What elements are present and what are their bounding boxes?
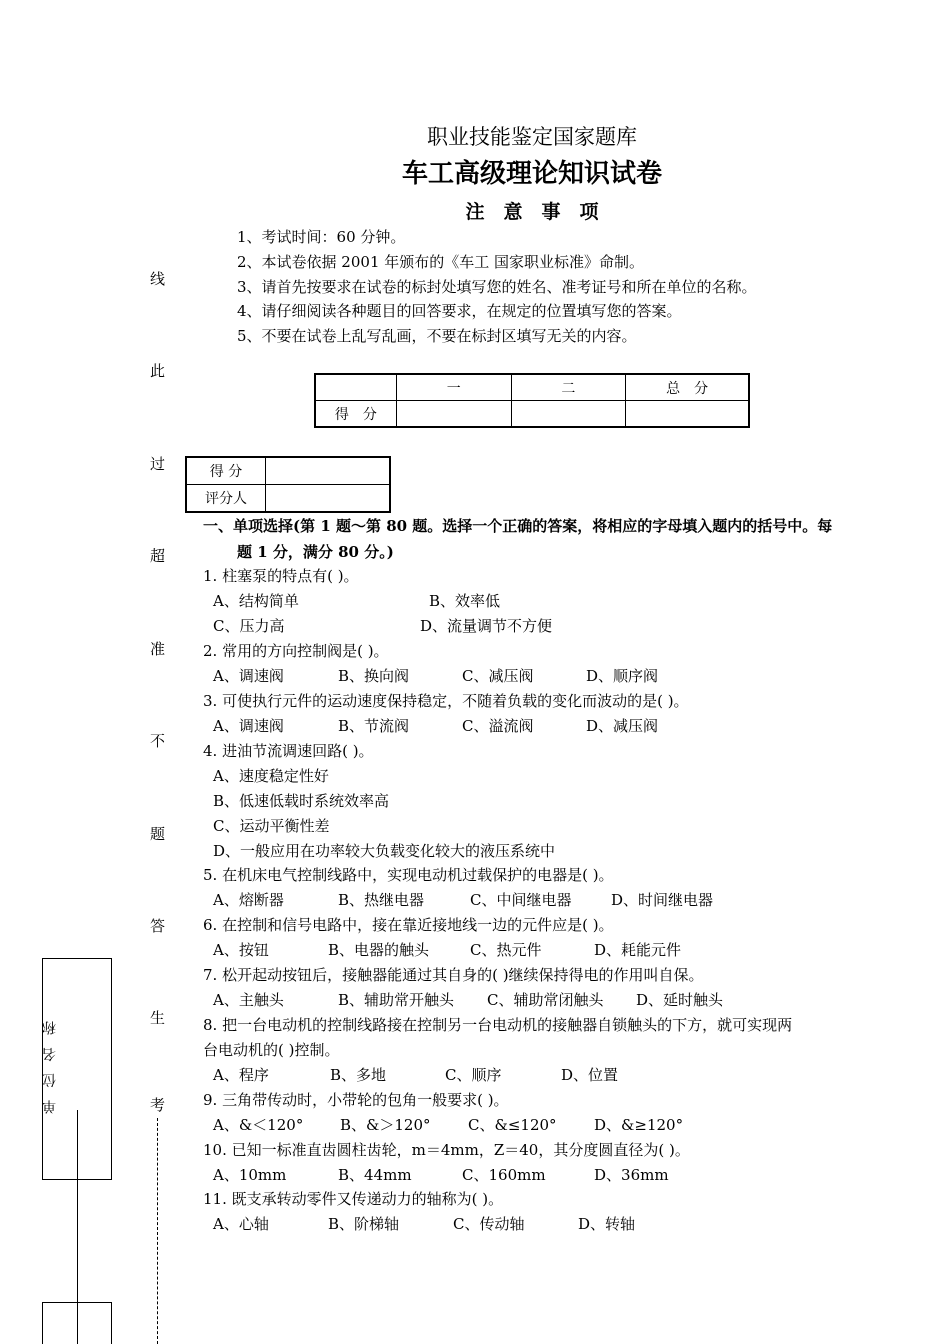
unit-name-label: 单 位 名 称 xyxy=(42,1016,58,1114)
option-d[interactable]: D、&≥120° xyxy=(594,1116,684,1134)
option-b[interactable]: B、电器的触头 xyxy=(328,941,430,959)
option-c[interactable]: C、顺序 xyxy=(445,1066,502,1084)
option-a[interactable]: A、结构简单 xyxy=(213,592,299,610)
question-stem: 5. 在机床电气控制线路中，实现电动机过载保护的电器是( )。 xyxy=(203,866,614,884)
notice-item: 5、不要在试卷上乱写乱画，不要在标封区填写无关的内容。 xyxy=(237,327,637,345)
option-a[interactable]: A、熔断器 xyxy=(213,891,284,909)
option-b[interactable]: B、&＞120° xyxy=(340,1116,431,1134)
option-c[interactable]: C、减压阀 xyxy=(462,667,534,685)
option-c[interactable]: C、中间继电器 xyxy=(470,891,572,909)
binding-char: 题 xyxy=(150,825,166,843)
option-a[interactable]: A、速度稳定性好 xyxy=(213,767,329,785)
option-d[interactable]: D、减压阀 xyxy=(586,717,659,735)
score-col-header: 总 分 xyxy=(626,374,749,401)
notice-item: 1、考试时间：60 分钟。 xyxy=(237,228,406,246)
notice-item: 3、请首先按要求在试卷的标封处填写您的姓名、准考证号和所在单位的名称。 xyxy=(237,278,757,296)
binding-char: 不 xyxy=(150,732,166,750)
binding-char: 此 xyxy=(150,362,166,380)
question-stem: 2. 常用的方向控制阀是( )。 xyxy=(203,642,389,660)
option-c[interactable]: C、传动轴 xyxy=(453,1215,525,1233)
question-stem: 4. 进油节流调速回路( )。 xyxy=(203,742,374,760)
grader-name-cell[interactable] xyxy=(266,485,391,513)
exam-title: 车工高级理论知识试卷 xyxy=(401,159,662,189)
option-c[interactable]: C、压力高 xyxy=(213,617,285,635)
score-col-header: 一 xyxy=(396,374,511,401)
option-d[interactable]: D、耗能元件 xyxy=(594,941,682,959)
option-c[interactable]: C、运动平衡性差 xyxy=(213,817,330,835)
question-stem: 7. 松开起动按钮后，接触器能通过其自身的( )继续保持得电的作用叫自保。 xyxy=(203,966,704,984)
binding-char: 答 xyxy=(150,917,166,935)
option-b[interactable]: B、低速低载时系统效率高 xyxy=(213,792,390,810)
binding-char: 生 xyxy=(150,1009,166,1027)
option-a[interactable]: A、&＜120° xyxy=(213,1116,304,1134)
option-c[interactable]: C、160mm xyxy=(462,1166,546,1184)
option-c[interactable]: C、辅助常闭触头 xyxy=(487,991,604,1009)
option-b[interactable]: B、阶梯轴 xyxy=(328,1215,400,1233)
question-stem: 11. 既支承转动零件又传递动力的轴称为( )。 xyxy=(203,1190,504,1208)
score-cell[interactable] xyxy=(626,401,749,428)
binding-char: 考 xyxy=(150,1096,166,1114)
option-b[interactable]: B、节流阀 xyxy=(338,717,410,735)
option-d[interactable]: D、时间继电器 xyxy=(611,891,714,909)
question-stem: 6. 在控制和信号电路中，接在靠近接地线一边的元件应是( )。 xyxy=(203,916,614,934)
option-b[interactable]: B、换向阀 xyxy=(338,667,410,685)
option-d[interactable]: D、延时触头 xyxy=(636,991,724,1009)
question-stem: 3. 可使执行元件的运动速度保持稳定，不随着负载的变化而波动的是( )。 xyxy=(203,692,689,710)
option-a[interactable]: A、主触头 xyxy=(213,991,284,1009)
option-a[interactable]: A、心轴 xyxy=(213,1215,269,1233)
score-table xyxy=(314,373,750,428)
grader-score-cell[interactable] xyxy=(266,457,391,485)
option-b[interactable]: B、效率低 xyxy=(429,592,501,610)
score-cell[interactable] xyxy=(396,401,511,428)
option-b[interactable]: B、热继电器 xyxy=(338,891,425,909)
grader-score-label: 得 分 xyxy=(186,457,266,485)
option-d[interactable]: D、一般应用在功率较大负载变化较大的液压系统中 xyxy=(213,842,556,860)
name-box xyxy=(42,1302,112,1344)
score-table-corner xyxy=(315,374,396,401)
option-d[interactable]: D、转轴 xyxy=(578,1215,636,1233)
binding-dashed-line xyxy=(157,1118,158,1344)
question-stem-cont: 台电动机的( )控制。 xyxy=(203,1041,340,1059)
option-a[interactable]: A、10mm xyxy=(213,1166,287,1184)
grader-table xyxy=(185,456,391,513)
notice-item: 4、请仔细阅读各种题目的回答要求，在规定的位置填写您的答案。 xyxy=(237,302,682,320)
score-cell[interactable] xyxy=(511,401,626,428)
option-b[interactable]: B、44mm xyxy=(338,1166,412,1184)
option-a[interactable]: A、按钮 xyxy=(213,941,269,959)
score-row-label: 得 分 xyxy=(315,401,396,428)
option-d[interactable]: D、36mm xyxy=(594,1166,669,1184)
binding-char: 线 xyxy=(150,270,166,288)
option-a[interactable]: A、调速阀 xyxy=(213,667,284,685)
binding-char: 超 xyxy=(150,547,166,565)
question-stem: 9. 三角带传动时，小带轮的包角一般要求( )。 xyxy=(203,1091,509,1109)
option-c[interactable]: C、热元件 xyxy=(470,941,542,959)
option-d[interactable]: D、流量调节不方便 xyxy=(420,617,553,635)
question-stem: 8. 把一台电动机的控制线路接在控制另一台电动机的接触器自锁触头的下方，就可实现两 xyxy=(203,1016,793,1034)
score-col-header: 二 xyxy=(511,374,626,401)
option-d[interactable]: D、顺序阀 xyxy=(586,667,659,685)
section-heading-cont: 题 1 分，满分 80 分。) xyxy=(237,543,394,561)
notice-heading: 注 意 事 项 xyxy=(465,201,599,223)
option-c[interactable]: C、溢流阀 xyxy=(462,717,534,735)
section-heading: 一、单项选择(第 1 题～第 80 题。选择一个正确的答案，将相应的字母填入题内的括号中。每 xyxy=(203,517,833,535)
grader-name-label: 评分人 xyxy=(186,485,266,513)
option-b[interactable]: B、辅助常开触头 xyxy=(338,991,455,1009)
notice-item: 2、本试卷依据 2001 年颁布的《车工 国家职业标准》命制。 xyxy=(237,253,645,271)
option-a[interactable]: A、程序 xyxy=(213,1066,269,1084)
option-a[interactable]: A、调速阀 xyxy=(213,717,284,735)
question-stem: 10. 已知一标准直齿圆柱齿轮，m＝4mm，Z＝40，其分度圆直径为( )。 xyxy=(203,1141,690,1159)
option-c[interactable]: C、&≤120° xyxy=(468,1116,557,1134)
binding-char: 过 xyxy=(150,455,166,473)
exam-bank-subtitle: 职业技能鉴定国家题库 xyxy=(427,125,637,149)
option-d[interactable]: D、位置 xyxy=(561,1066,619,1084)
binding-char: 准 xyxy=(150,640,166,658)
question-stem: 1. 柱塞泵的特点有( )。 xyxy=(203,567,359,585)
option-b[interactable]: B、多地 xyxy=(330,1066,387,1084)
